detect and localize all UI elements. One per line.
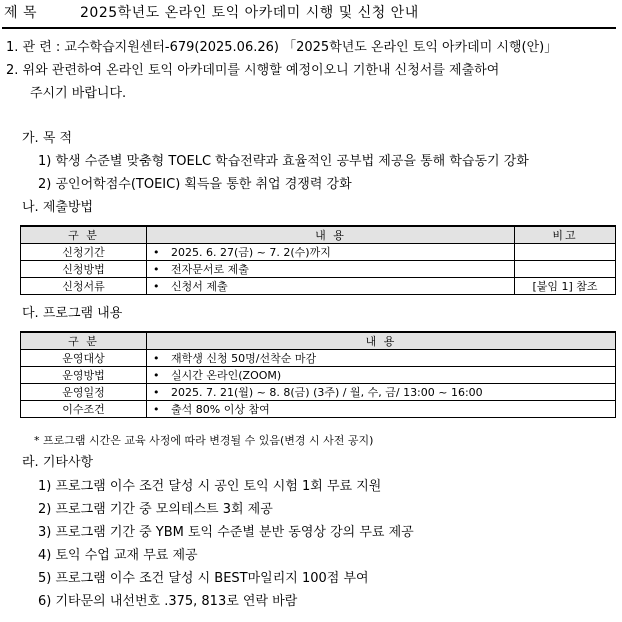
- col-header-content: 내 용: [147, 226, 515, 244]
- col-header-remarks: 비고: [515, 226, 616, 244]
- document-title: [4, 4, 419, 22]
- row-label: 운영일정: [21, 384, 147, 401]
- row-label: 신청서류: [21, 278, 147, 295]
- submission-heading: 나. 제출방법: [22, 200, 94, 215]
- purpose-item: 1) 학생 수준별 맞춤형 TOELC 학습전략과 효율적인 공부법 제공을 통해 학습동기 강화: [38, 154, 529, 169]
- others-item: 6) 기타문의 내선번호 .375, 813로 연락 바람: [38, 594, 298, 609]
- col-header-category: 구 분: [21, 332, 147, 350]
- table-row: [21, 367, 616, 384]
- table-row: [21, 244, 616, 261]
- others-item: 2) 프로그램 기간 중 모의테스트 3회 제공: [38, 502, 273, 517]
- purpose-heading: 가. 목 적: [22, 131, 73, 146]
- table-header-row: [21, 332, 616, 350]
- col-header-content: 내 용: [147, 332, 616, 350]
- submission-table: [20, 225, 616, 295]
- table-row: [21, 384, 616, 401]
- row-note: [붙임 1] 참조: [515, 278, 616, 295]
- others-item: 4) 토익 수업 교재 무료 제공: [38, 548, 198, 563]
- row-label: 신청방법: [21, 261, 147, 278]
- row-note: [515, 261, 616, 278]
- row-content: • 2025. 6. 27(금) ~ 7. 2(수)까지: [147, 244, 515, 261]
- paragraph-reference: 1. 관 련 : 교수학습지원센터-679(2025.06.26) 「2025학년도 온라인 토익 아카데미 시행(안)」: [6, 40, 558, 55]
- table-row: [21, 278, 616, 295]
- table-row: [21, 401, 616, 418]
- row-content: • 전자문서로 제출: [147, 261, 515, 278]
- row-label: 이수조건: [21, 401, 147, 418]
- others-item: 5) 프로그램 이수 조건 달성 시 BEST마일리지 100점 부여: [38, 571, 369, 586]
- row-content: • 재학생 신청 50명/선착순 마감: [147, 350, 616, 367]
- title-label: 제 목: [4, 5, 37, 21]
- col-header-category: 구 분: [21, 226, 147, 244]
- program-heading: 다. 프로그램 내용: [22, 306, 123, 321]
- paragraph-main: 2. 위와 관련하여 온라인 토익 아카데미를 시행할 예정이오니 기한내 신청서를 제출하여: [6, 63, 500, 78]
- row-content: • 신청서 제출: [147, 278, 515, 295]
- table-header-row: [21, 226, 616, 244]
- row-label: 신청기간: [21, 244, 147, 261]
- program-table: [20, 331, 616, 418]
- table-row: [21, 261, 616, 278]
- purpose-item: 2) 공인어학점수(TOEIC) 획득을 통한 취업 경쟁력 강화: [38, 177, 352, 192]
- row-content: • 2025. 7. 21(월) ~ 8. 8(금) (3주) / 월, 수, 금/ 13:00 ~ 16:00: [147, 384, 616, 401]
- title-divider: [2, 27, 616, 29]
- paragraph-main-cont: 주시기 바랍니다.: [30, 86, 127, 101]
- row-content: • 실시간 온라인(ZOOM): [147, 367, 616, 384]
- program-note: * 프로그램 시간은 교육 사정에 따라 변경될 수 있음(변경 시 사전 공지): [34, 434, 374, 447]
- title-text: 2025학년도 온라인 토익 아카데미 시행 및 신청 안내: [80, 5, 419, 21]
- table-row: [21, 350, 616, 367]
- row-content: • 출석 80% 이상 참여: [147, 401, 616, 418]
- row-label: 운영대상: [21, 350, 147, 367]
- others-item: 1) 프로그램 이수 조건 달성 시 공인 토익 시험 1회 무료 지원: [38, 479, 382, 494]
- others-heading: 라. 기타사항: [22, 455, 94, 470]
- row-label: 운영방법: [21, 367, 147, 384]
- others-item: 3) 프로그램 기간 중 YBM 토익 수준별 분반 동영상 강의 무료 제공: [38, 525, 414, 540]
- row-note: [515, 244, 616, 261]
